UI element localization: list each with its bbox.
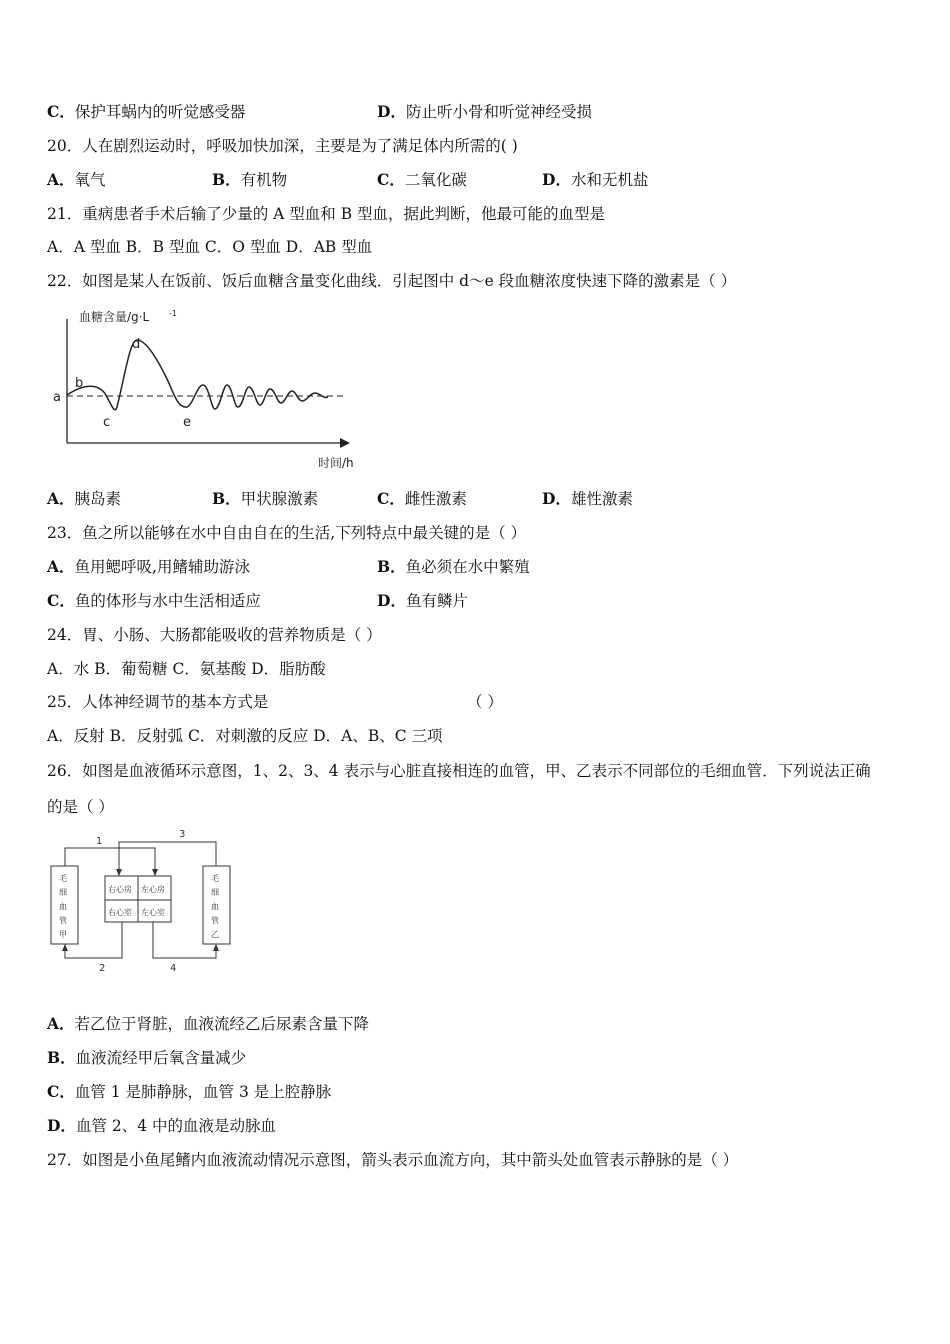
q19-option-d: D．防止听小骨和听觉神经受损 [377,102,592,121]
q26-stem-line1: 26．如图是血液循环示意图，1、2、3、4 表示与心脏直接相连的血管，甲、乙表示不同部位的毛细血管．下列说法正确 [47,762,871,780]
graph-label-e: e [183,415,191,430]
cap-yi-5: 乙 [211,930,219,939]
graph-label-c: c [103,415,111,430]
q21-stem: 21．重病患者手术后输了少量的 A 型血和 B 型血，据此判断，他最可能的血型是 [47,205,606,223]
cap-jia-2: 细 [59,888,67,897]
q22-option-a: A．胰岛素 [47,489,122,508]
q26-option-b: B．血液流经甲后氧含量减少 [47,1048,247,1067]
q23-option-d: D．鱼有鳞片 [377,591,468,610]
q25-paren: （ ） [467,693,503,711]
q25-stem: 25．人体神经调节的基本方式是 [47,693,269,711]
cap-jia-5: 甲 [59,930,67,939]
graph-ylabel-sup: -1 [169,309,177,318]
cap-yi-4: 管 [211,916,219,925]
q26-option-c: C．血管 1 是肺静脉，血管 3 是上腔静脉 [47,1082,332,1101]
vessel-3 [119,842,216,876]
graph-xlabel: 时间/h [318,456,354,470]
q19-option-c: C．保护耳蜗内的听觉感受器 [47,102,246,121]
q24-options: A．水 B．葡萄糖 C．氨基酸 D．脂肪酸 [47,660,326,678]
q23-option-b: B．鱼必须在水中繁殖 [377,557,530,576]
cap-jia-3: 血 [59,902,67,911]
cap-yi-1: 毛 [211,874,219,883]
graph-label-b: b [75,376,84,391]
q20-stem: 20．人在剧烈运动时，呼吸加快加深，主要是为了满足体内所需的( ) [47,137,518,155]
graph-label-d: d [132,337,141,352]
chamber-lv: 左心室 [141,908,165,917]
cap-jia-4: 管 [59,916,67,925]
graph-label-a: a [53,390,61,405]
q26-stem-line2: 的是（ ） [47,798,114,816]
cap-yi-3: 血 [211,902,219,911]
chamber-ra: 右心房 [108,885,132,894]
q23-option-a: A．鱼用鳃呼吸,用鳍辅助游泳 [47,557,250,576]
q22-stem: 22．如图是某人在饭前、饭后血糖含量变化曲线．引起图中 d～e 段血糖浓度快速下降的激素是（ ） [47,272,737,290]
blood-sugar-curve [67,340,328,410]
q20-option-b: B．有机物 [212,170,288,189]
vessel-label-4: 4 [170,963,177,974]
q20-option-c: C．二氧化碳 [377,170,467,189]
q23-stem: 23．鱼之所以能够在水中自由自在的生活,下列特点中最关键的是（ ） [47,524,527,542]
circulation-diagram [45,826,245,976]
vessel-label-3: 3 [179,829,186,840]
graph-x-arrow [340,438,350,448]
q26-option-a: A．若乙位于肾脏，血液流经乙后尿素含量下降 [47,1014,370,1033]
q27-stem: 27．如图是小鱼尾鳍内血液流动情况示意图，箭头表示血流方向，其中箭头处血管表示静脉的是（ ） [47,1151,739,1169]
chamber-la: 左心房 [141,885,165,894]
q22-option-b: B．甲状腺激素 [212,489,319,508]
q22-option-c: C．雌性激素 [377,489,467,508]
chamber-rv: 右心室 [108,908,132,917]
q23-option-c: C．鱼的体形与水中生活相适应 [47,591,261,610]
vessel-label-1: 1 [96,836,103,847]
blood-sugar-graph [45,305,365,475]
q24-stem: 24．胃、小肠、大肠都能吸收的营养物质是（ ） [47,626,382,644]
q20-option-a: A．氧气 [47,170,106,189]
q22-option-d: D．雄性激素 [542,489,633,508]
q21-options: A．A 型血 B．B 型血 C．O 型血 D．AB 型血 [47,238,373,256]
q20-option-d: D．水和无机盐 [542,170,649,189]
graph-ylabel: 血糖含量/g·L [79,310,150,324]
q25-options: A．反射 B．反射弧 C．对刺激的反应 D．A、B、C 三项 [47,727,443,745]
cap-yi-2: 细 [211,888,219,897]
cap-jia-1: 毛 [59,874,67,883]
vessel-label-2: 2 [99,963,106,974]
q26-option-d: D．血管 2、4 中的血液是动脉血 [47,1116,277,1135]
